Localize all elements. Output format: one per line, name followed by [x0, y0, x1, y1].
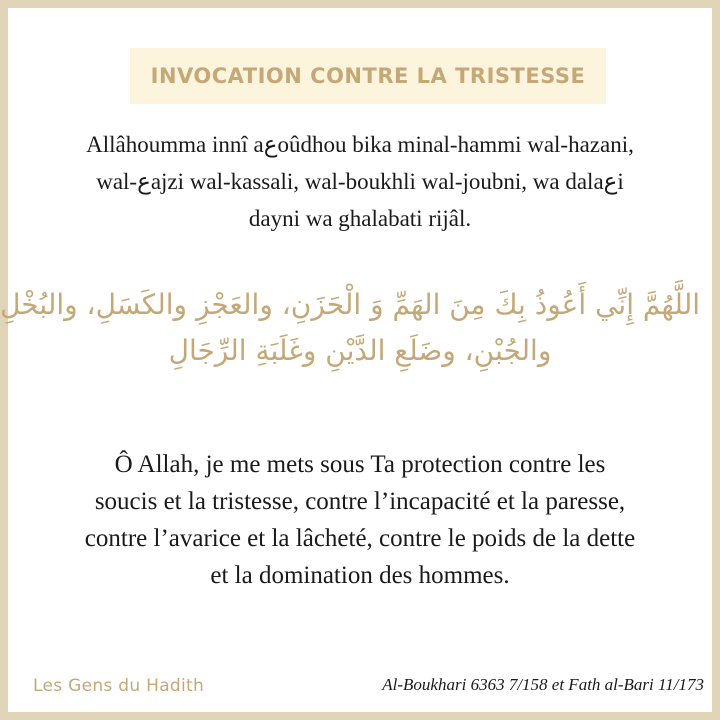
title-banner: [130, 48, 606, 104]
transliteration-line: dayni wa ghalabati rijâl.: [248, 206, 472, 231]
transliteration-line: wal-عajzi wal-kassali, wal-boukhli wal-joubni, wa dalaعi: [96, 169, 624, 194]
arabic-line: والجُبْنِ، وضَلَعِ الدَّيْنِ وغَلَبَةِ الرِّجَالِ: [168, 334, 552, 367]
transliteration-line: Allâhoumma innî aعoûdhou bika minal-hammi wal-hazani,: [86, 132, 634, 157]
translation-line: contre l’avarice et la lâcheté, contre le poids de la dette: [84, 525, 636, 552]
translation-line: et la domination des hommes.: [210, 562, 510, 589]
transliteration-block: [20, 126, 700, 237]
brand-name: Les Gens du Hadith: [33, 676, 205, 696]
arabic-text-block: [0, 282, 700, 374]
translation-block: [20, 446, 700, 594]
translation-line: soucis et la tristesse, contre l’incapacité et la paresse,: [94, 488, 626, 515]
translation-line: Ô Allah, je me mets sous Ta protection contre les: [114, 451, 606, 478]
source-reference: Al-Boukhari 6363 7/158 et Fath al-Bari 11/173: [382, 675, 704, 694]
arabic-line: اللَّهُمَّ إِنِّي أَعُوذُ بِكَ مِنَ الهَمِّ وَ الْحَزَنِ، والعَجْزِ والكَسَلِ، والبُخْلِ: [0, 288, 700, 321]
page-title: INVOCATION CONTRE LA TRISTESSE: [150, 64, 586, 88]
